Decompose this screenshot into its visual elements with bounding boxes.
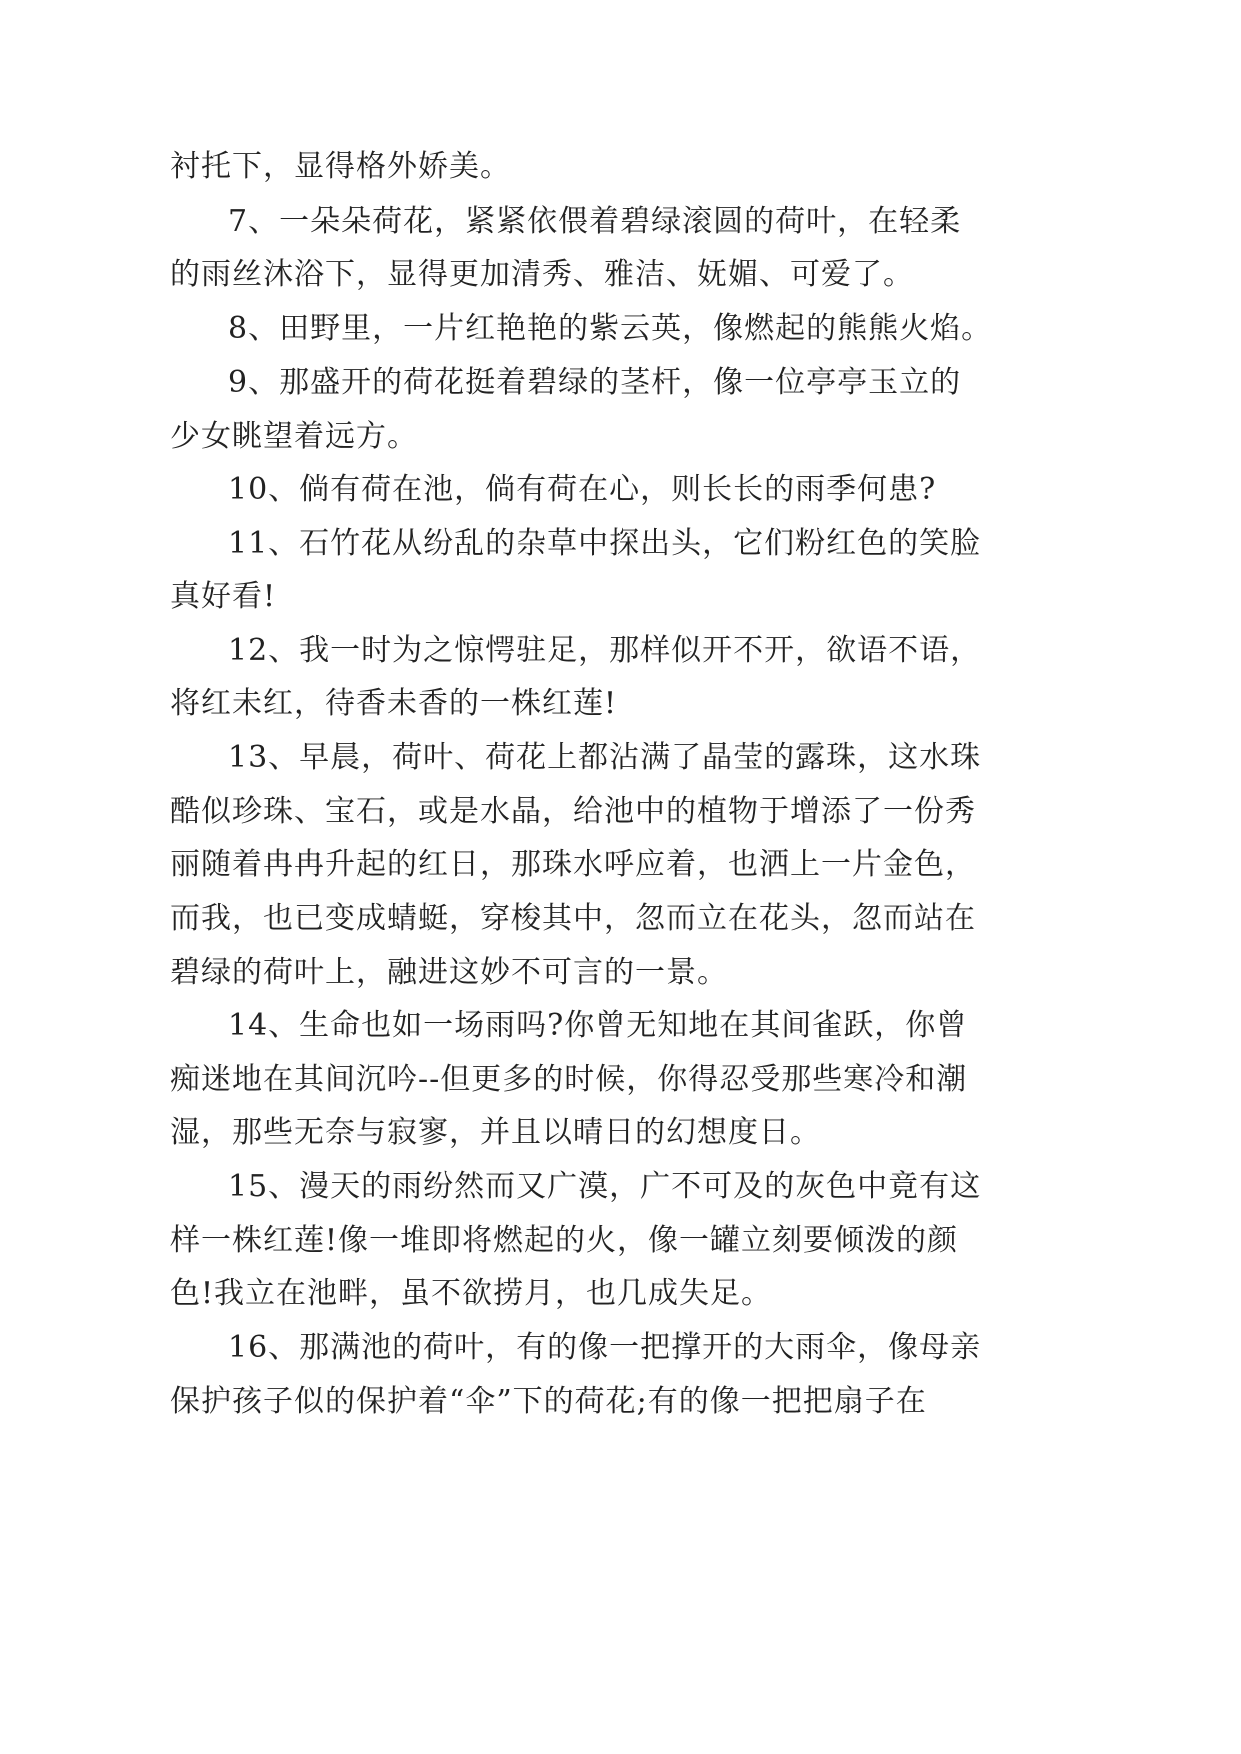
text-line: 而我，也已变成蜻蜓，穿梭其中，忽而立在花头，忽而站在 <box>170 901 976 936</box>
text-line: 样一株红莲!像一堆即将燃起的火，像一罐立刻要倾泼的颜 <box>170 1223 959 1258</box>
text-line: 13、早晨，荷叶、荷花上都沾满了晶莹的露珠，这水珠 <box>228 740 982 775</box>
text-line: 15、漫天的雨纷然而又广漠，广不可及的灰色中竟有这 <box>228 1169 982 1204</box>
text-line: 11、石竹花从纷乱的杂草中探出头，它们粉红色的笑脸 <box>228 526 982 561</box>
text-line: 酷似珍珠、宝石，或是水晶，给池中的植物于增添了一份秀 <box>170 794 976 829</box>
text-line: 的雨丝沐浴下，显得更加清秀、雅洁、妩媚、可爱了。 <box>170 257 914 292</box>
text-line: 14、生命也如一场雨吗?你曾无知地在其间雀跃，你曾 <box>228 1008 968 1043</box>
text-line: 丽随着冉冉升起的红日，那珠水呼应着，也洒上一片金色， <box>170 847 976 882</box>
text-line: 湿，那些无奈与寂寥，并且以晴日的幻想度日。 <box>170 1115 821 1150</box>
text-line: 痴迷地在其间沉吟--但更多的时候，你得忍受那些寒冷和潮 <box>170 1062 968 1097</box>
text-line: 衬托下，显得格外娇美。 <box>170 149 511 184</box>
text-line: 7、一朵朵荷花，紧紧依偎着碧绿滚圆的荷叶，在轻柔 <box>228 204 962 239</box>
text-line: 真好看! <box>170 579 277 614</box>
text-line: 将红未红，待香未香的一株红莲! <box>170 686 618 721</box>
text-line: 12、我一时为之惊愕驻足，那样似开不开，欲语不语， <box>228 633 982 668</box>
text-line: 8、田野里，一片红艳艳的紫云英，像燃起的熊熊火焰。 <box>228 311 993 346</box>
text-line: 9、那盛开的荷花挺着碧绿的茎杆，像一位亭亭玉立的 <box>228 365 962 400</box>
text-line: 少女眺望着远方。 <box>170 419 418 454</box>
text-line: 10、倘有荷在池，倘有荷在心，则长长的雨季何患? <box>228 472 937 507</box>
text-line: 碧绿的荷叶上，融进这妙不可言的一景。 <box>170 955 728 990</box>
text-line: 16、那满池的荷叶，有的像一把撑开的大雨伞，像母亲 <box>228 1330 982 1365</box>
text-line: 保护孩子似的保护着“伞”下的荷花;有的像一把把扇子在 <box>170 1384 927 1419</box>
text-line: 色!我立在池畔，虽不欲捞月，也几成失足。 <box>170 1276 773 1311</box>
